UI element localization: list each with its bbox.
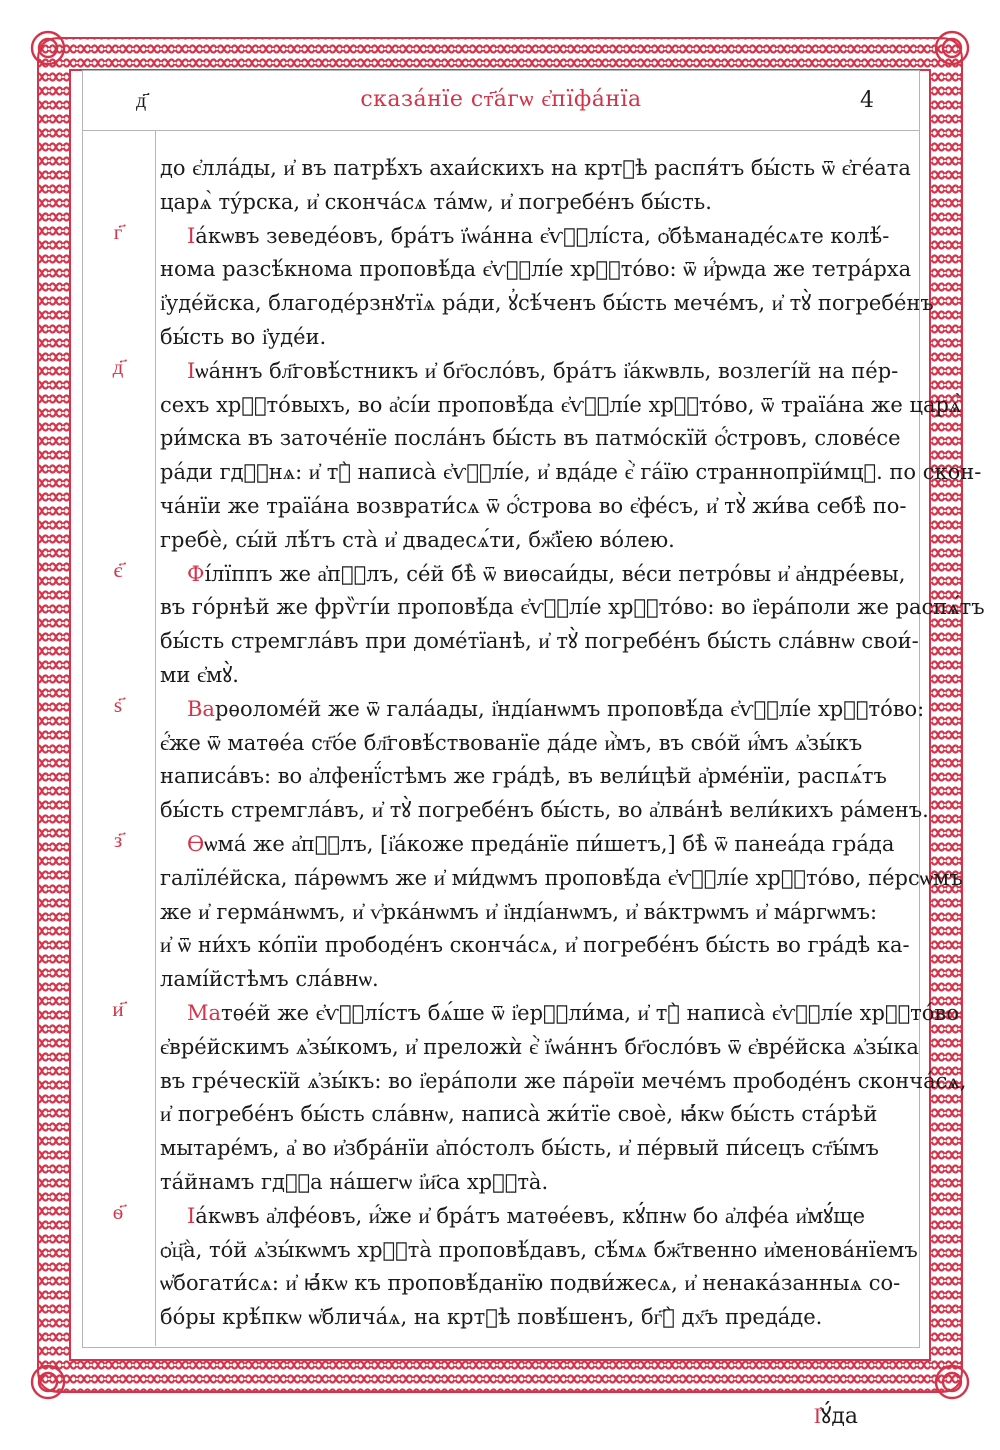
text-line (160, 152, 911, 186)
text-line (160, 456, 982, 490)
text-line (160, 186, 856, 220)
paragraph (160, 1200, 918, 1335)
text-line (160, 1132, 879, 1166)
text-line (160, 220, 890, 254)
line-text: мытаре́мъ, а҆ во и҆збра́нїи а҆по́столъ бы́сть, и҆ пе́рвый пи́сецъ ст҃ы́мъ (160, 1136, 879, 1161)
catchword-initial: І҆ (813, 1404, 822, 1429)
line-text: бо́ры крѣ́пкѡ ѡ҆блича́ѧ, на кртⷣѣ повѣ́шенъ, бг҃ꙋ̀ дх҃ъ преда́де. (160, 1305, 823, 1330)
text-line (160, 794, 929, 828)
line-text: і҆уде́йска, благоде́рзнꙋтїѧ ра́ди, ꙋ҆сѣ́ченъ бы́сть мече́мъ, и҆ тꙋ̀ погребе́нъ (160, 291, 934, 316)
line-text: тѳе́й же є҆ѵⷢ҇лі́стъ бѧ́ше ѿ і҆ерⷭ҇ли́ма, и҆ тꙋ̀ написа̀ є҆ѵⷢ҇лі́е хрⷭ҇то́во (221, 1000, 959, 1025)
text-line (160, 963, 856, 997)
line-text: а́кѡвъ зеведе́овъ, бра́тъ ї҆ѡа́нна є҆ѵⷢ҇лі́ста, ѻ҆бѣманаде́сѧте колѣ́- (195, 223, 890, 248)
line-text: ри́мска въ заточе́нїе посла́нъ бы́сть въ патмо́скїй ѻ҆́стровъ, слове́се (160, 426, 901, 451)
red-initial: Ма (187, 1000, 222, 1025)
page-header (82, 72, 920, 130)
text-line (160, 997, 959, 1031)
red-initial: Ва (187, 696, 215, 721)
text-line (160, 727, 863, 761)
paragraph (160, 220, 934, 355)
line-text: же и҆ герма́нѡмъ, и҆ ѵ҆рка́нѡмъ и҆ і҆нді́анѡмъ, и҆ ва́ктрѡмъ и҆ ма́ргѡмъ: (160, 899, 878, 924)
paragraph (160, 828, 963, 997)
line-text: бы́сть во і҆уде́и. (160, 324, 327, 349)
line-text: рѳоломе́й же ѿ гала́ады, і҆нді́анѡмъ проповѣ́да є҆ѵⷢ҇лі́е хрⷭ҇то́во: (214, 696, 925, 721)
line-text: ѡма́ же а҆пⷭ҇лъ, [і҆а́коже преда́нїе пи́шетъ,] бѣ̀ ѿ панеа́да гра́да (204, 831, 895, 856)
text-line (160, 490, 907, 524)
margin-number: г҃ (113, 219, 123, 244)
text-line (160, 1031, 919, 1065)
line-text: бы́сть стремгла́въ, и҆ тꙋ̀ погребе́нъ бы́сть, во а҆лва́нѣ вели́кихъ ра́менъ. (160, 798, 929, 823)
text-line (160, 1301, 856, 1335)
text-line (160, 1200, 866, 1234)
text-line (160, 828, 895, 862)
line-text: въ го́рнѣй же фрѷгі́и проповѣ́да є҆ѵⷢ҇лі́е хрⷭ҇то́во: во і҆ера́поли же распѧ́тъ (160, 595, 985, 620)
line-text: ѻ҆ц҃а̀, то́й ѧ҆зы́кѡмъ хрⷭ҇та̀ проповѣ́давъ, сѣ́мѧ бж҃твенно и҆менова́нїемъ (160, 1237, 918, 1262)
line-text: є҆́же ѿ матѳе́а ст҃о́е бл҃говѣ́ствованїе да́де и҆̀мъ, въ сво́й и҆́мъ ѧ҆зы́къ (160, 730, 863, 755)
text-line (160, 422, 901, 456)
red-initial: Ф (187, 561, 205, 586)
text-line (160, 591, 985, 625)
text-line (160, 760, 887, 794)
line-text: нома разсѣ́кнома проповѣ́да є҆ѵⷢ҇лі́е хрⷭ҇то́во: ѿ и҆́рѡда же тетра́рха (160, 257, 912, 282)
text-line (160, 287, 934, 321)
catchword-rest: ꙋ́да (821, 1404, 858, 1429)
text-line (160, 1267, 901, 1301)
catchword (814, 1400, 858, 1430)
line-text: ламі́йстѣмъ сла́внѡ. (160, 967, 379, 992)
header-page-number: 4 (860, 88, 874, 113)
header-page-number-slavonic: д҃ (136, 88, 147, 112)
text-line (160, 1065, 967, 1099)
line-text: і́лїппъ же а҆пⷭ҇лъ, се́й бѣ̀ ѿ виѳсаи́ды, ве́си петро́вы и҆ а҆ндре́евы, (204, 561, 906, 586)
text-line (160, 1166, 856, 1200)
line-text: ми є҆мꙋ̀. (160, 662, 239, 687)
line-text: гребѐ, сы́й лѣ́тъ ста̀ и҆ двадесѧ́ти, бж҃їею во́лею. (160, 527, 675, 552)
text-line (160, 659, 856, 693)
red-initial: І (187, 1203, 196, 1228)
line-text: ѡ҆богати́сѧ: и҆ ꙗ҆́кѡ къ проповѣ́данїю подви́жесѧ, и҆ ненака́занныѧ со- (160, 1271, 901, 1296)
line-text: є҆вре́йскимъ ѧ҆зы́комъ, и҆ преложѝ є҆̀ ї҆ѡа́ннъ бг҃осло́въ ѿ є҆вре́йска ѧ҆зы́ка (160, 1034, 919, 1059)
line-text: и҆ погребе́нъ бы́сть сла́внѡ, написа̀ жи́тїе своѐ, ꙗ҆́кѡ бы́сть ста́рѣй (160, 1102, 878, 1127)
paragraph (160, 997, 967, 1200)
paragraph (160, 355, 982, 558)
text-line (160, 862, 963, 896)
text-line (160, 389, 962, 423)
margin-number: з҃ (113, 828, 123, 852)
line-text: и҆ ѿ ни́хъ ко́пїи прободе́нъ сконча́сѧ, и҆ погребе́нъ бы́сть во гра́дѣ ка- (160, 933, 910, 958)
red-initial: І (187, 223, 196, 248)
text-line (160, 355, 899, 389)
line-text: ча́нїи же траїа́на возврати́сѧ ѿ ѻ҆́строва во є҆фе́съ, и҆ тꙋ̀ жи́ва себѣ̀ по- (160, 493, 907, 518)
text-line (160, 625, 919, 659)
line-text: сехъ хрⷭ҇то́выхъ, во а҆сі́и проповѣ́да є҆ѵⷢ҇лі́е хрⷭ҇то́во, ѿ траїа́на же царѧ̀ (160, 392, 962, 417)
paragraph (160, 152, 911, 220)
line-text: въ гре́ческїй ѧ҆зы́къ: во і҆ера́поли же па́рѳїи мече́мъ прободе́нъ сконча́сѧ, (160, 1068, 967, 1093)
line-text: ра́ди гдⷭ҇нѧ: и҆ тꙋ̀ написа̀ є҆ѵⷢ҇лі́е, и҆ вда́де є҆̀ га́їю страннопрїи́мцꙋ. по скон- (160, 460, 982, 485)
line-text: бы́сть стремгла́въ при доме́тїанѣ, и҆ тꙋ̀ погребе́нъ бы́сть сла́внѡ свои́- (160, 629, 919, 654)
line-text: а́кѡвъ а҆лфе́овъ, и҆́же и҆ бра́тъ матѳе́евъ, кꙋ́пнѡ бо а҆лфе́а и҆мꙋ́ще (195, 1203, 866, 1228)
line-text: царѧ̀ ту́рска, и҆ сконча́сѧ та́мѡ, и҆ погребе́нъ бы́сть. (160, 189, 712, 214)
text-line (160, 693, 925, 727)
text-line (160, 929, 910, 963)
paragraph (160, 693, 929, 828)
text-line (160, 321, 856, 355)
line-text: галїле́йска, па́рѳѡмъ же и҆ ми́дѡмъ проповѣ́да є҆ѵⷢ҇лі́е хрⷭ҇то́во, пе́рсѡмъ (160, 865, 963, 890)
main-text (160, 152, 985, 1335)
margin-number: ѳ҃ (112, 1199, 124, 1224)
red-initial: І (187, 358, 196, 383)
text-line (160, 558, 906, 592)
margin-number: ѕ҃ (113, 692, 123, 717)
margin-number: и҃ (112, 997, 124, 1021)
line-text: ѡа́ннъ бл҃говѣ́стникъ и҆ бг҃осло́въ, бра́тъ і҆а́кѡвль, возлегі́й на пе́р- (195, 358, 899, 383)
red-initial: Ѳ (187, 831, 205, 856)
margin-number: д҃ (112, 354, 124, 379)
text-line (160, 896, 878, 930)
text-line (160, 524, 856, 558)
text-line (160, 253, 912, 287)
line-text: написа́въ: во а҆лфенї́стѣмъ же гра́дѣ, въ вели́цѣй а҆рме́нїи, распѧ́тъ (160, 764, 887, 789)
text-line (160, 1234, 918, 1268)
margin-number: є҃ (113, 557, 123, 582)
line-text: до є҆лла́ды, и҆ въ патрѣ́хъ ахаи́скихъ на кртⷣѣ распя́тъ бы́сть ѿ є҆ге́ата (160, 156, 911, 180)
margin-rule (155, 131, 156, 1346)
paragraph (160, 558, 985, 693)
header-rule (82, 130, 920, 131)
line-text: та́йнамъ гдⷭ҇а на́шегѡ і҆и҃са хрⷭ҇та̀. (160, 1169, 549, 1194)
header-title: сказа́нїе ст҃а́гѡ є҆пїфа́нїа (360, 87, 642, 112)
text-line (160, 1098, 878, 1132)
